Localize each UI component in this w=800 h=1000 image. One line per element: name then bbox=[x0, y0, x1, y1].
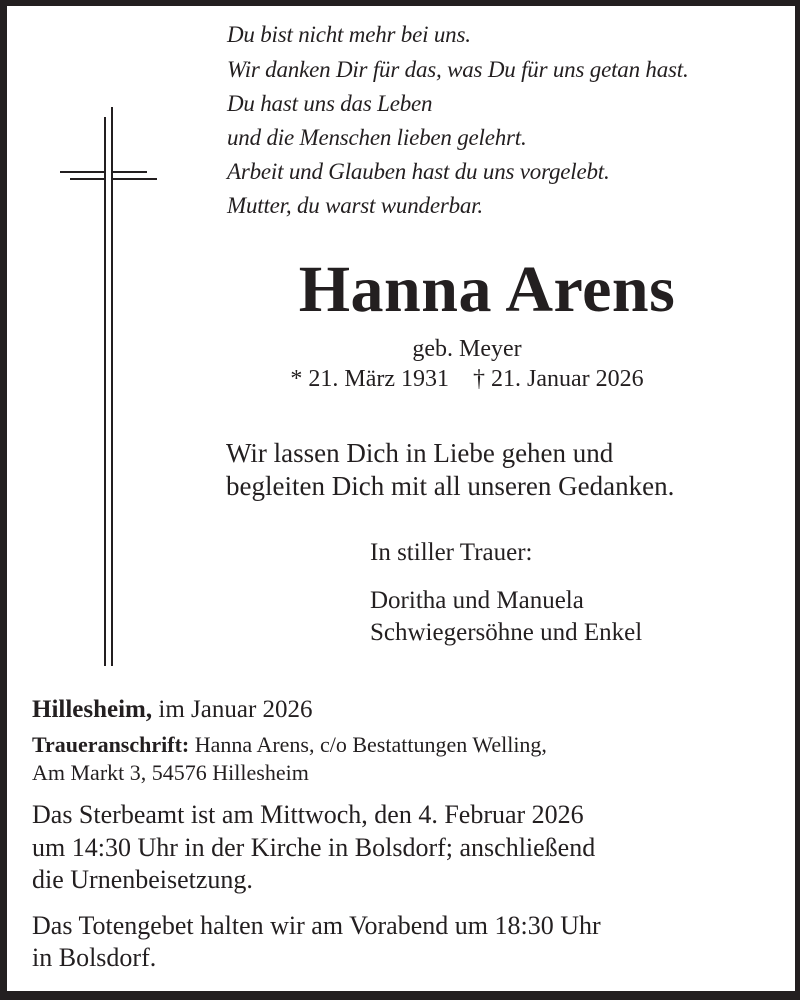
life-dates bbox=[7, 366, 795, 393]
service-line: Das Sterbeamt ist am Mittwoch, den 4. Februar 2026 bbox=[32, 800, 584, 829]
birth-date: * 21. März 1931 bbox=[290, 366, 449, 392]
address-line: Am Markt 3, 54576 Hillesheim bbox=[32, 760, 309, 785]
poem-line: und die Menschen lieben gelehrt. bbox=[227, 125, 527, 150]
deceased-name: Hanna Arens bbox=[298, 253, 676, 326]
poem-line: Du bist nicht mehr bei uns. bbox=[227, 22, 471, 47]
mourner-names: Doritha und Manuela bbox=[370, 587, 584, 614]
death-date: † 21. Januar 2026 bbox=[473, 366, 644, 392]
place-city: Hillesheim, bbox=[32, 696, 153, 723]
obituary-notice bbox=[7, 6, 795, 991]
farewell-line: begleiten Dich mit all unseren Gedanken. bbox=[226, 471, 675, 501]
address-line: Hanna Arens, c/o Bestattungen Welling, bbox=[189, 732, 547, 757]
farewell-line: Wir lassen Dich in Liebe gehen und bbox=[226, 438, 614, 468]
mourner-names: Schwiegersöhne und Enkel bbox=[370, 619, 643, 646]
funeral-address bbox=[32, 732, 547, 758]
poem-line: Mutter, du warst wunderbar. bbox=[227, 193, 483, 218]
prayer-line: in Bolsdorf. bbox=[32, 943, 157, 972]
poem-line: Du hast uns das Leben bbox=[227, 91, 433, 116]
poem-line: Arbeit und Glauben hast du uns vorgelebt. bbox=[227, 159, 610, 184]
poem-line: Wir danken Dir für das, was Du für uns getan hast. bbox=[227, 57, 689, 82]
service-line: die Urnenbeisetzung. bbox=[32, 865, 253, 894]
mourners-intro: In stiller Trauer: bbox=[370, 539, 533, 566]
prayer-line: Das Totengebet halten wir am Vorabend um 18:30 Uhr bbox=[32, 911, 601, 940]
place-date bbox=[32, 696, 313, 724]
service-line: um 14:30 Uhr in der Kirche in Bolsdorf; anschließend bbox=[32, 833, 596, 862]
place-month: im Januar 2026 bbox=[152, 696, 313, 723]
address-label: Traueranschrift: bbox=[32, 732, 190, 757]
maiden-name: geb. Meyer bbox=[412, 336, 522, 362]
